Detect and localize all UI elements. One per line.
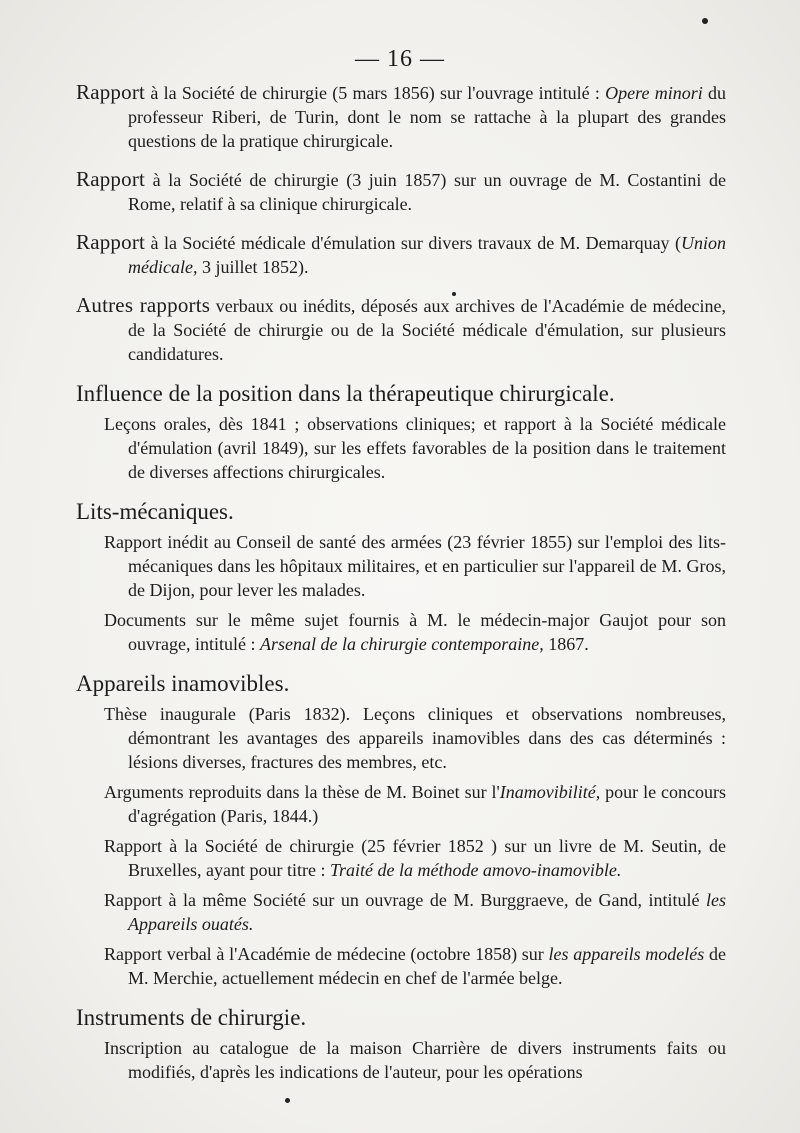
report-entries — [76, 80, 726, 366]
entry-text: Rapport inédit au Conseil de santé des armées (23 février 1855) sur l'emploi des lits-mécaniques dans les hôpitaux militaires, et en particulier sur l'appareil de M. Gros, de Dijon, pour lever les malades. — [104, 532, 726, 600]
ink-speck — [702, 18, 708, 24]
entry-text: Arguments reproduits dans la thèse de M. Boinet sur l' — [104, 782, 500, 802]
entry-tail: pour le concours d'agrégation (Paris, 1844.) — [128, 782, 726, 826]
topic-sections — [76, 380, 726, 1084]
entry-text: à la Société de chirurgie (3 juin 1857) sur un ouvrage de M. Costantini de Rome, relatif à sa clinique chirurgicale. — [128, 170, 726, 214]
document-body — [76, 80, 726, 1098]
report-entry — [76, 293, 726, 366]
entry-text: à la Société médicale d'émulation sur divers travaux de M. Demarquay ( — [150, 233, 682, 253]
section-item — [76, 1036, 726, 1084]
section-item — [76, 888, 726, 936]
entry-lead: Autres rapports — [76, 293, 211, 317]
section-heading: Influence de la position dans la thérapeutique chirurgicale. — [76, 381, 615, 406]
italic-title: Inamovibilité, — [499, 782, 601, 802]
italic-title: les appareils modelés — [548, 944, 705, 964]
entry-text: Rapport verbal à l'Académie de médecine (octobre 1858) sur — [104, 944, 549, 964]
italic-title: Opere minori — [605, 83, 703, 103]
section-heading: Appareils inamovibles. — [76, 671, 290, 696]
entry-tail: du professeur Riberi, de Turin, dont le nom se rattache à la plupart des grandes questions de la pratique chirurgicale. — [128, 83, 727, 151]
italic-title: Traité de la méthode amovo-inamovible. — [329, 860, 622, 880]
entry-text: verbaux ou inédits, déposés aux archives de l'Académie de médecine, de la Société de chirurgie ou de la Société médicale d'émulation, sur plusieurs candidatures. — [128, 296, 727, 364]
report-entry — [76, 80, 726, 153]
entry-tail: 3 juillet 1852). — [197, 257, 309, 277]
entry-text: Rapport à la Société de chirurgie (25 février 1852 ) sur un livre de M. Seutin, de Bruxelles, ayant pour titre : — [104, 836, 726, 880]
section — [76, 498, 726, 656]
section — [76, 380, 726, 484]
entry-text: à la Société de chirurgie (5 mars 1856) sur l'ouvrage intitulé : — [150, 83, 606, 103]
entry-text: Inscription au catalogue de la maison Charrière de divers instruments faits ou modifiés, d'après les indications de l'auteur, pour les opérations — [104, 1038, 726, 1082]
section — [76, 670, 726, 990]
section-item — [76, 412, 726, 484]
section-item — [76, 942, 726, 990]
ink-speck — [285, 1098, 290, 1103]
entry-tail: 1867. — [543, 634, 589, 654]
italic-title: les Appareils ouatés. — [128, 890, 726, 934]
entry-lead: Rapport — [76, 167, 146, 191]
section-item — [76, 608, 726, 656]
section — [76, 1004, 726, 1084]
page-number: — 16 — — [355, 46, 445, 72]
entry-text: Rapport à la même Société sur un ouvrage de M. Burggraeve, de Gand, intitulé — [104, 890, 706, 910]
entry-text: Leçons orales, dès 1841 ; observations cliniques; et rapport à la Société médicale d'émulation (avril 1849), sur les effets favorables de la position dans le traitement de diverses affections chirurgicales. — [104, 414, 726, 482]
section-item — [76, 702, 726, 774]
report-entry — [76, 230, 726, 279]
section-heading: Instruments de chirurgie. — [76, 1005, 307, 1030]
italic-title: Arsenal de la chirurgie contemporaine, — [259, 634, 544, 654]
section-heading: Lits-mécaniques. — [76, 499, 234, 524]
entry-lead: Rapport — [76, 230, 146, 254]
entry-tail: de M. Merchie, actuellement médecin en chef de l'armée belge. — [128, 944, 726, 988]
section-item — [76, 530, 726, 602]
entry-text: Thèse inaugurale (Paris 1832). Leçons cliniques et observations nombreuses, démontrant les avantages des appareils inamovibles dans des cas déterminés : lésions diverses, fractures des membres, etc. — [104, 704, 726, 772]
entry-text: Documents sur le même sujet fournis à M. le médecin-major Gaujot pour son ouvrage, intitulé : — [104, 610, 726, 654]
italic-title: Union médicale, — [128, 233, 727, 277]
entry-lead: Rapport — [76, 80, 146, 104]
section-item — [76, 834, 726, 882]
section-item — [76, 780, 726, 828]
report-entry — [76, 167, 726, 216]
